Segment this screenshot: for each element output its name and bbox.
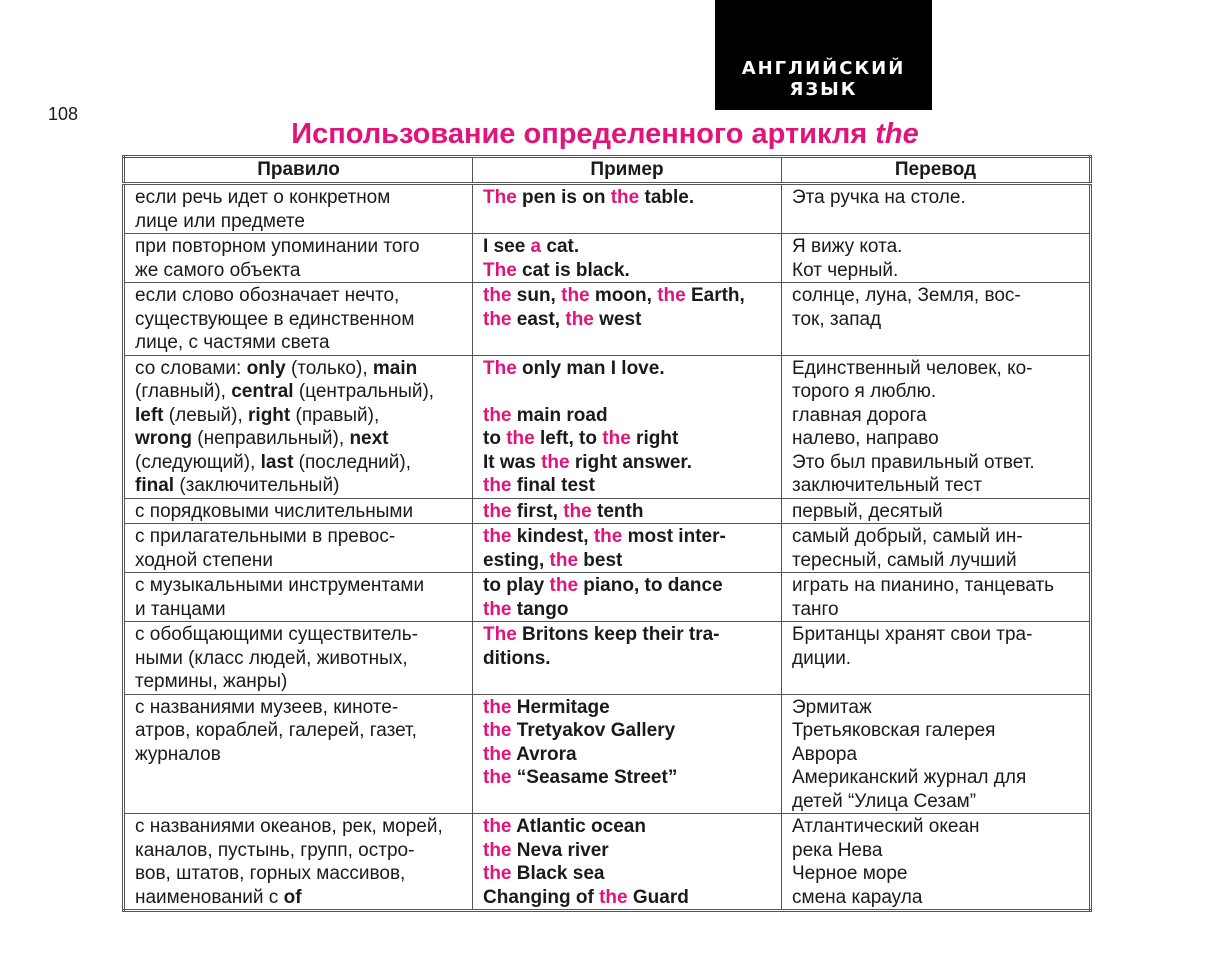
example-line: the Avrora bbox=[483, 743, 577, 765]
translation-cell bbox=[782, 498, 1091, 524]
translation-line: первый, десятый bbox=[792, 500, 943, 522]
table-row bbox=[124, 524, 1091, 573]
example-cell bbox=[473, 814, 782, 911]
section-header-box bbox=[715, 0, 932, 110]
table-row bbox=[124, 234, 1091, 283]
example-cell bbox=[473, 573, 782, 622]
example-line: the Black sea bbox=[483, 863, 605, 884]
example-line bbox=[483, 380, 773, 404]
column-header-example: Пример bbox=[473, 157, 782, 184]
example-line: The pen is on the table. bbox=[483, 187, 695, 208]
rule-line: если речь идет о конкретном bbox=[135, 187, 391, 208]
translation-line: Кот черный. bbox=[792, 259, 899, 281]
example-line: the tango bbox=[483, 598, 569, 620]
rule-line: с порядковыми числительными bbox=[135, 500, 414, 522]
table-row bbox=[124, 283, 1091, 356]
translation-line: тересный, самый лучший bbox=[792, 549, 1017, 571]
example-cell bbox=[473, 524, 782, 573]
example-line: the “Seasame Street” bbox=[483, 767, 678, 788]
translation-line: Аврора bbox=[792, 743, 858, 765]
translation-cell bbox=[782, 694, 1091, 814]
example-line: The only man I love. bbox=[483, 357, 665, 379]
translation-line: Черное море bbox=[792, 863, 908, 884]
translation-line: Единственный человек, ко- bbox=[792, 357, 1033, 379]
example-cell bbox=[473, 622, 782, 695]
example-cell bbox=[473, 234, 782, 283]
translation-line: торого я люблю. bbox=[792, 381, 937, 402]
section-header-label: АНГЛИЙСКИЙ ЯЗЫК bbox=[741, 58, 906, 100]
example-line: esting, the best bbox=[483, 549, 623, 571]
page-title bbox=[0, 118, 1210, 151]
rule-line: wrong (неправильный), next bbox=[135, 428, 389, 449]
rule-line: final (заключительный) bbox=[135, 475, 340, 496]
translation-line: река Нева bbox=[792, 839, 883, 861]
translation-line: ток, запад bbox=[792, 308, 882, 330]
translation-line: самый добрый, самый ин- bbox=[792, 526, 1023, 547]
rule-line: ными (класс людей, животных, bbox=[135, 647, 408, 669]
rule-line: с обобщающими существитель- bbox=[135, 624, 418, 645]
example-cell bbox=[473, 355, 782, 498]
table-row bbox=[124, 184, 1091, 234]
translation-cell bbox=[782, 814, 1091, 911]
rule-cell bbox=[124, 814, 473, 911]
example-line: to play the piano, to dance bbox=[483, 575, 723, 596]
rule-line: атров, кораблей, галерей, газет, bbox=[135, 720, 417, 741]
translation-line: Эта ручка на столе. bbox=[792, 187, 966, 208]
rule-line: (главный), central (центральный), bbox=[135, 381, 435, 402]
example-line: the final test bbox=[483, 475, 595, 496]
table-row bbox=[124, 814, 1091, 911]
translation-line: налево, направо bbox=[792, 428, 939, 449]
table-row bbox=[124, 355, 1091, 498]
rule-line: со словами: only (только), main bbox=[135, 357, 418, 379]
rule-line: с музыкальными инструментами bbox=[135, 575, 425, 596]
translation-line: Американский журнал для bbox=[792, 767, 1027, 788]
translation-line: Третьяковская галерея bbox=[792, 720, 996, 741]
example-line: ditions. bbox=[483, 647, 551, 669]
rule-line: при повторном упоминании того bbox=[135, 236, 420, 257]
table-header-row bbox=[124, 157, 1091, 184]
table-row bbox=[124, 573, 1091, 622]
translation-line: Атлантический океан bbox=[792, 816, 980, 837]
rule-line: если слово обозначает нечто, bbox=[135, 285, 400, 306]
translation-cell bbox=[782, 622, 1091, 695]
example-cell bbox=[473, 184, 782, 234]
example-line: I see a cat. bbox=[483, 236, 580, 257]
translation-line: Эрмитаж bbox=[792, 696, 872, 718]
page-title-main: Использование определенного артикля bbox=[291, 118, 868, 150]
rule-line: же самого объекта bbox=[135, 259, 301, 281]
translation-line: солнце, луна, Земля, вос- bbox=[792, 285, 1021, 306]
rule-cell bbox=[124, 234, 473, 283]
rule-cell bbox=[124, 622, 473, 695]
table-row bbox=[124, 694, 1091, 814]
rule-line: вов, штатов, горных массивов, bbox=[135, 863, 406, 884]
page-title-word: the bbox=[875, 118, 919, 150]
rule-line: (следующий), last (последний), bbox=[135, 451, 412, 473]
translation-line: танго bbox=[792, 598, 839, 620]
example-line: the Hermitage bbox=[483, 696, 610, 718]
example-line: The Britons keep their tra- bbox=[483, 624, 720, 645]
column-header-rule: Правило bbox=[124, 157, 473, 184]
example-line: the main road bbox=[483, 404, 608, 426]
table-row bbox=[124, 622, 1091, 695]
example-line: to the left, to the right bbox=[483, 428, 679, 449]
rule-cell bbox=[124, 524, 473, 573]
translation-cell bbox=[782, 355, 1091, 498]
rule-cell bbox=[124, 355, 473, 498]
example-line: the Atlantic ocean bbox=[483, 816, 646, 837]
example-cell bbox=[473, 283, 782, 356]
example-line: It was the right answer. bbox=[483, 451, 693, 473]
rule-line: наименований с of bbox=[135, 886, 302, 908]
rule-cell bbox=[124, 283, 473, 356]
translation-cell bbox=[782, 573, 1091, 622]
rule-line: журналов bbox=[135, 743, 221, 765]
rule-line: с названиями музеев, киноте- bbox=[135, 696, 399, 718]
translation-line: главная дорога bbox=[792, 404, 927, 426]
example-cell bbox=[473, 694, 782, 814]
translation-line: детей “Улица Сезам” bbox=[792, 790, 977, 812]
example-line: Changing of the Guard bbox=[483, 886, 689, 908]
rule-line: и танцами bbox=[135, 598, 226, 620]
table-body bbox=[124, 184, 1091, 911]
example-line: the Neva river bbox=[483, 839, 609, 861]
rule-line: каналов, пустынь, групп, остро- bbox=[135, 839, 415, 861]
table-row bbox=[124, 498, 1091, 524]
rule-line: термины, жанры) bbox=[135, 671, 288, 692]
rule-line: лице, с частями света bbox=[135, 332, 330, 353]
article-rules-table bbox=[122, 155, 1092, 912]
example-line: the sun, the moon, the Earth, bbox=[483, 285, 745, 306]
page-number: 108 bbox=[48, 104, 79, 124]
translation-cell bbox=[782, 234, 1091, 283]
rule-cell bbox=[124, 694, 473, 814]
translation-line: Я вижу кота. bbox=[792, 236, 903, 257]
translation-line: смена караула bbox=[792, 886, 923, 908]
rule-line: существующее в единственном bbox=[135, 308, 415, 330]
rule-line: с названиями океанов, рек, морей, bbox=[135, 816, 443, 837]
rule-line: с прилагательными в превос- bbox=[135, 526, 396, 547]
example-line: the first, the tenth bbox=[483, 500, 644, 522]
example-line: the east, the west bbox=[483, 308, 642, 330]
rule-cell bbox=[124, 573, 473, 622]
translation-cell bbox=[782, 184, 1091, 234]
rule-line: ходной степени bbox=[135, 549, 273, 571]
translation-line: Британцы хранят свои тра- bbox=[792, 624, 1033, 645]
translation-line: диции. bbox=[792, 647, 852, 669]
example-cell bbox=[473, 498, 782, 524]
translation-cell bbox=[782, 524, 1091, 573]
rule-cell bbox=[124, 184, 473, 234]
column-header-translation: Перевод bbox=[782, 157, 1091, 184]
rule-line: left (левый), right (правый), bbox=[135, 404, 380, 426]
translation-line: заключительный тест bbox=[792, 475, 982, 496]
example-line: The cat is black. bbox=[483, 259, 630, 281]
example-line: the Tretyakov Gallery bbox=[483, 720, 676, 741]
example-line: the kindest, the most inter- bbox=[483, 526, 726, 547]
rule-line: лице или предмете bbox=[135, 210, 305, 232]
rule-cell bbox=[124, 498, 473, 524]
translation-line: играть на пианино, танцевать bbox=[792, 575, 1055, 596]
translation-line: Это был правильный ответ. bbox=[792, 451, 1035, 473]
translation-cell bbox=[782, 283, 1091, 356]
